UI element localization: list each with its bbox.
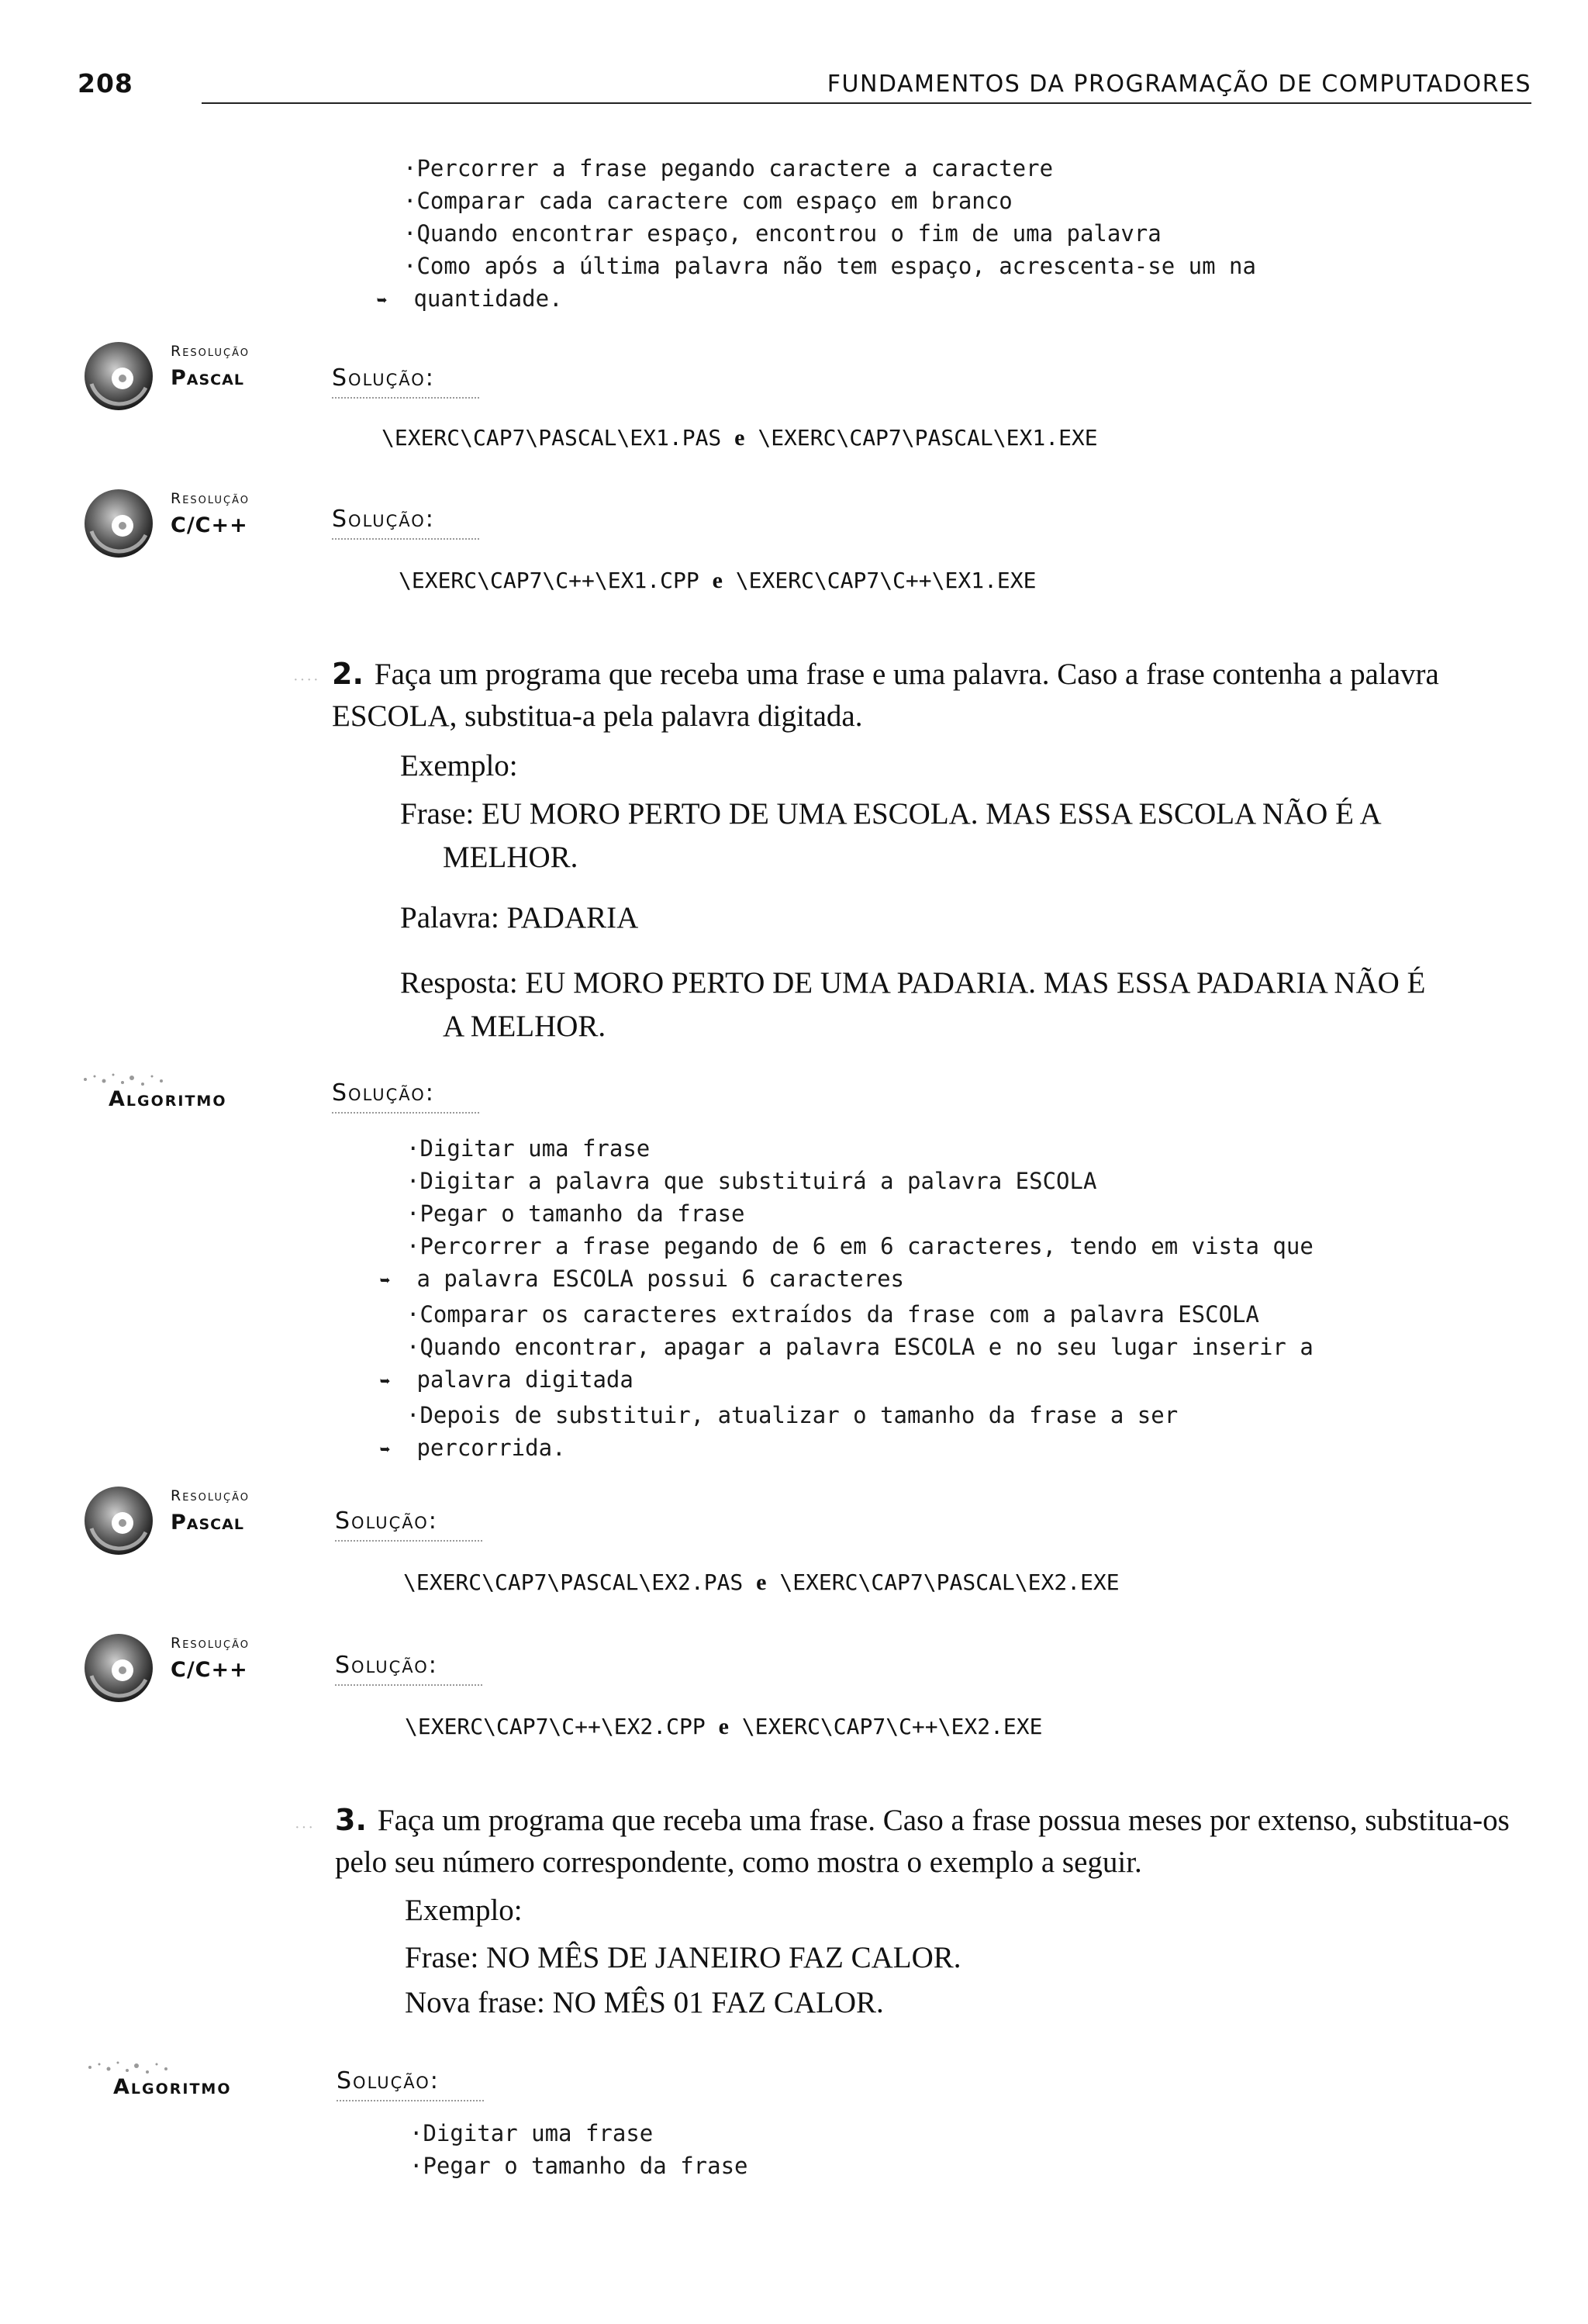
cd-disc-icon	[84, 341, 154, 411]
continuation-arrow-icon: ➥	[380, 1373, 391, 1392]
algorithm-label: Algoritmo	[113, 2075, 232, 2099]
solution-underline	[332, 397, 479, 399]
pascal-solution-path: \EXERC\CAP7\PASCAL\EX2.PAS e \EXERC\CAP7\PASCAL\EX2.EXE	[403, 1569, 1120, 1595]
exercise-marker-dots: ···	[295, 1819, 315, 1836]
algorithm-step: ·Como após a última palavra não tem espaço, acrescenta-se um na	[403, 253, 1256, 279]
exercise-2-statement: 2. Faça um programa que receba uma frase e uma palavra. Caso a frase contenha a palavra ESCOLA, substitua-a pela palavra digitada.	[332, 657, 1439, 733]
algorithm-step: ·Digitar uma frase	[406, 1135, 651, 1162]
example-label: Exemplo:	[400, 749, 518, 782]
solution-label: Solução:	[332, 1079, 435, 1107]
exercise-number: 3.	[335, 1803, 367, 1837]
continuation-arrow-icon: ➥	[380, 1441, 391, 1460]
pascal-label: Pascal	[171, 1511, 244, 1535]
continuation-arrow-icon: ➥	[377, 292, 388, 311]
header-rule	[202, 102, 1531, 104]
solution-underline	[335, 1540, 482, 1542]
cd-disc-icon	[84, 489, 154, 558]
pascal-solution-path: \EXERC\CAP7\PASCAL\EX1.PAS e \EXERC\CAP7\PASCAL\EX1.EXE	[381, 425, 1098, 451]
page-header	[78, 68, 1531, 107]
algorithm-step: ·Quando encontrar espaço, encontrou o fim de uma palavra	[403, 220, 1162, 247]
cpp-solution-path: \EXERC\CAP7\C++\EX2.CPP e \EXERC\CAP7\C++\EX2.EXE	[405, 1714, 1043, 1739]
algorithm-step: ·Comparar os caracteres extraídos da frase com a palavra ESCOLA	[406, 1301, 1259, 1328]
algorithm-steps-ex2	[380, 1132, 1314, 1467]
resolution-label: Resolução	[171, 343, 250, 360]
algorithm-steps-ex1	[377, 152, 1256, 318]
page-number: 208	[78, 68, 133, 98]
solution-underline	[335, 1684, 482, 1686]
solution-label: Solução:	[332, 364, 435, 392]
resolution-label: Resolução	[171, 490, 250, 507]
solution-label: Solução:	[335, 1507, 438, 1535]
resolution-pascal-badge	[84, 1478, 309, 1556]
algorithm-step-continuation: ➥ quantidade.	[377, 282, 1256, 318]
algorithm-step: ·Quando encontrar, apagar a palavra ESCOLA e no seu lugar inserir a	[406, 1334, 1314, 1360]
exercise-number: 2.	[332, 657, 364, 691]
cd-disc-icon	[84, 1486, 154, 1556]
solution-underline	[332, 538, 479, 540]
resolution-label: Resolução	[171, 1487, 250, 1504]
resolution-cpp-badge	[84, 481, 309, 558]
solution-label: Solução:	[337, 2067, 440, 2094]
pascal-label: Pascal	[171, 366, 244, 390]
solution-underline	[332, 1112, 479, 1114]
algorithm-badge	[82, 2058, 323, 2105]
resolution-pascal-badge	[84, 333, 309, 411]
algorithm-step: ·Pegar o tamanho da frase	[409, 2153, 748, 2179]
algorithm-badge	[78, 1070, 318, 1117]
algorithm-step: ·Pegar o tamanho da frase	[406, 1200, 745, 1227]
algorithm-label: Algoritmo	[109, 1087, 227, 1111]
solution-underline	[337, 2100, 484, 2101]
algorithm-step-continuation: ➥ a palavra ESCOLA possui 6 caracteres	[380, 1262, 1314, 1298]
exercise-3-statement: 3. Faça um programa que receba uma frase. Caso a frase possua meses por extenso, substitua-os pelo seu número correspondente, como mostra o exemplo a seguir.	[335, 1803, 1510, 1879]
cpp-label: C/C++	[171, 1658, 248, 1682]
cpp-label: C/C++	[171, 513, 248, 537]
algorithm-step: ·Depois de substituir, atualizar o tamanho da frase a ser	[406, 1402, 1179, 1428]
example-frase: Frase: EU MORO PERTO DE UMA ESCOLA. MAS ESSA ESCOLA NÃO É A MELHOR.	[400, 797, 1382, 874]
exercise-marker-dots: ····	[293, 672, 320, 689]
example-frase: Frase: NO MÊS DE JANEIRO FAZ CALOR. Nova frase: NO MÊS 01 FAZ CALOR.	[405, 1941, 961, 2019]
cd-disc-icon	[84, 1633, 154, 1703]
solution-label: Solução:	[335, 1652, 438, 1679]
algorithm-step: ·Digitar uma frase	[409, 2120, 654, 2146]
algorithm-step-continuation: ➥ palavra digitada	[380, 1363, 1314, 1399]
example-label: Exemplo:	[405, 1894, 523, 1927]
algorithm-steps-ex3	[409, 2117, 748, 2182]
example-palavra: Palavra: PADARIA	[400, 901, 639, 934]
cpp-solution-path: \EXERC\CAP7\C++\EX1.CPP e \EXERC\CAP7\C++\EX1.EXE	[399, 568, 1037, 593]
solution-label: Solução:	[332, 506, 435, 533]
continuation-arrow-icon: ➥	[380, 1272, 391, 1291]
algorithm-step: ·Digitar a palavra que substituirá a palavra ESCOLA	[406, 1168, 1097, 1194]
example-resposta: Resposta: EU MORO PERTO DE UMA PADARIA. MAS ESSA PADARIA NÃO É A MELHOR.	[400, 966, 1426, 1043]
algorithm-step-continuation: ➥ percorrida.	[380, 1431, 1314, 1467]
algorithm-step: ·Percorrer a frase pegando caractere a caractere	[403, 155, 1054, 181]
resolution-cpp-badge	[84, 1625, 309, 1703]
algorithm-step: ·Percorrer a frase pegando de 6 em 6 caracteres, tendo em vista que	[406, 1233, 1314, 1259]
algorithm-step: ·Comparar cada caractere com espaço em branco	[403, 188, 1013, 214]
resolution-label: Resolução	[171, 1635, 250, 1652]
running-title: FUNDAMENTOS DA PROGRAMAÇÃO DE COMPUTADORES	[827, 71, 1531, 98]
